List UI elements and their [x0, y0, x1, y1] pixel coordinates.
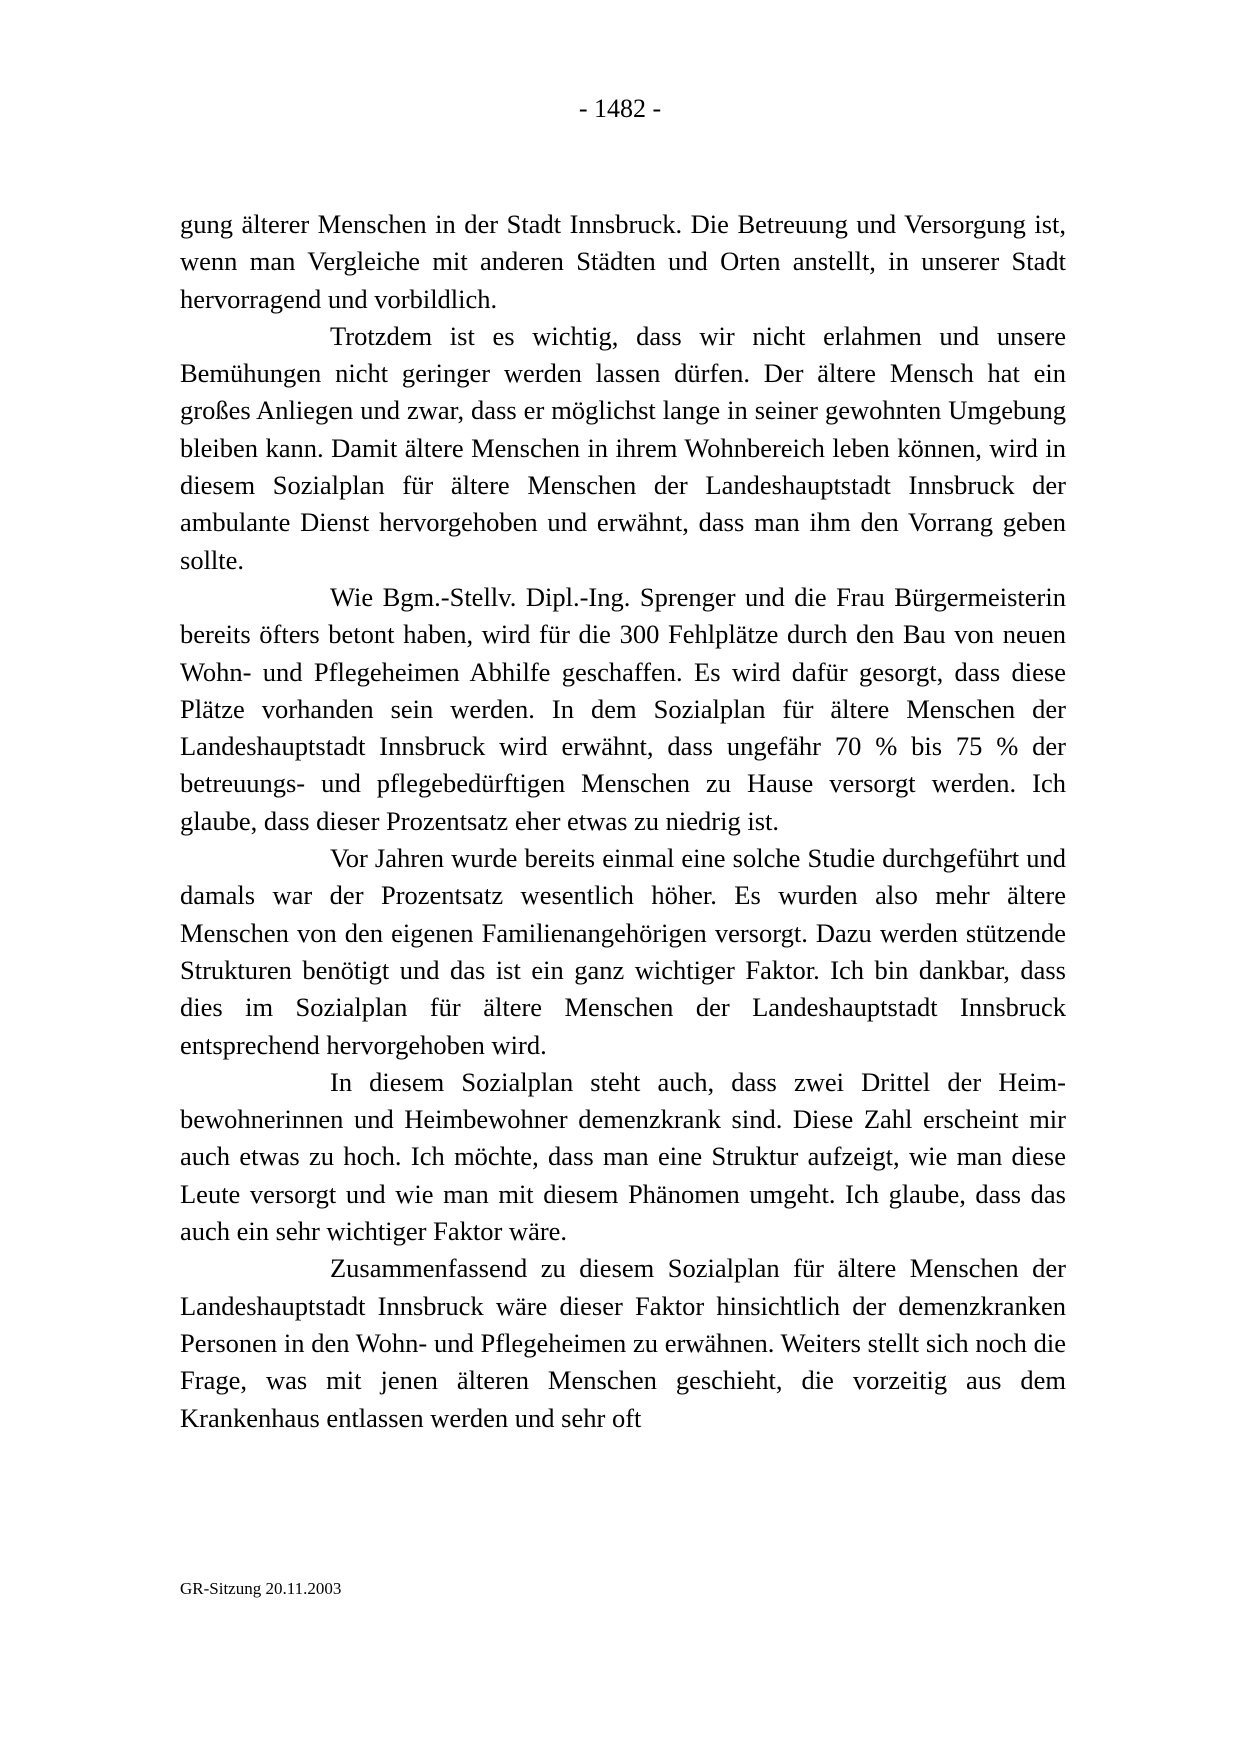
paragraph: Vor Jahren wurde bereits einmal eine solche Studie durchgeführt und damals war der Prozentsatz wesentlich höher. Es wurden also mehr ältere Menschen von den eigenen Familienangehörigen versorgt. Dazu werden stützende Strukturen benötigt und das ist ein ganz wichtiger Faktor. Ich bin dankbar, dass dies im Sozialplan für ältere Menschen der Landeshauptstadt Innsbruck entsprechend hervorgehoben wird.	[180, 843, 1066, 1060]
body-text	[180, 206, 1066, 1437]
paragraph: Zusammenfassend zu diesem Sozialplan für ältere Menschen der Landeshauptstadt Innsbruck wäre dieser Faktor hinsichtlich der demenzkranken Personen in den Wohn- und Pflegeheimen zu erwähnen. Weiters stellt sich noch die Frage, was mit jenen älteren Menschen geschieht, die vorzeitig aus dem Krankenhaus entlassen werden und sehr oft	[180, 1253, 1066, 1433]
paragraph: In diesem Sozialplan steht auch, dass zwei Drittel der Heimbewohnerinnen und Heimbewohner demenzkrank sind. Diese Zahl erscheint mir auch etwas zu hoch. Ich möchte, dass man eine Struktur aufzeigt, wie man diese Leute versorgt und wie man mit diesem Phänomen umgeht. Ich glaube, dass das auch ein sehr wichtiger Faktor wäre.	[180, 1066, 1066, 1247]
paragraph: Wie Bgm.-Stellv. Dipl.-Ing. Sprenger und die Frau Bürgermeisterin bereits öfters betont haben, wird für die 300 Fehlplätze durch den Bau von neuen Wohn- und Pflegeheimen Abhilfe geschaffen. Es wird dafür gesorgt, dass diese Plätze vorhanden sein werden. In dem Sozialplan für ältere Menschen der Landeshauptstadt Innsbruck wird erwähnt, dass ungefähr 70 % bis 75 % der betreuungs- und pflegebedürftigen Menschen zu Hause versorgt werden. Ich glaube, dass dieser Prozentsatz eher etwas zu niedrig ist.	[180, 581, 1066, 836]
paragraph: Trotzdem ist es wichtig, dass wir nicht erlahmen und unsere Bemühungen nicht geringer werden lassen dürfen. Der ältere Mensch hat ein großes Anliegen und zwar, dass er möglichst lange in seiner gewohnten Umgebung bleiben kann. Damit ältere Menschen in ihrem Wohnbereich leben können, wird in diesem Sozialplan für ältere Menschen der Landeshauptstadt Innsbruck der ambulante Dienst hervorgehoben und erwähnt, dass man ihm den Vorrang geben sollte.	[180, 320, 1066, 575]
footer-session-date: GR-Sitzung 20.11.2003	[180, 1579, 342, 1598]
page-number: - 1482 -	[578, 94, 662, 123]
paragraph: gung älterer Menschen in der Stadt Innsbruck. Die Betreuung und Versorgung ist, wenn man Vergleiche mit anderen Städten und Orten anstellt, in unserer Stadt hervorragend und vorbildlich.	[180, 209, 1066, 314]
